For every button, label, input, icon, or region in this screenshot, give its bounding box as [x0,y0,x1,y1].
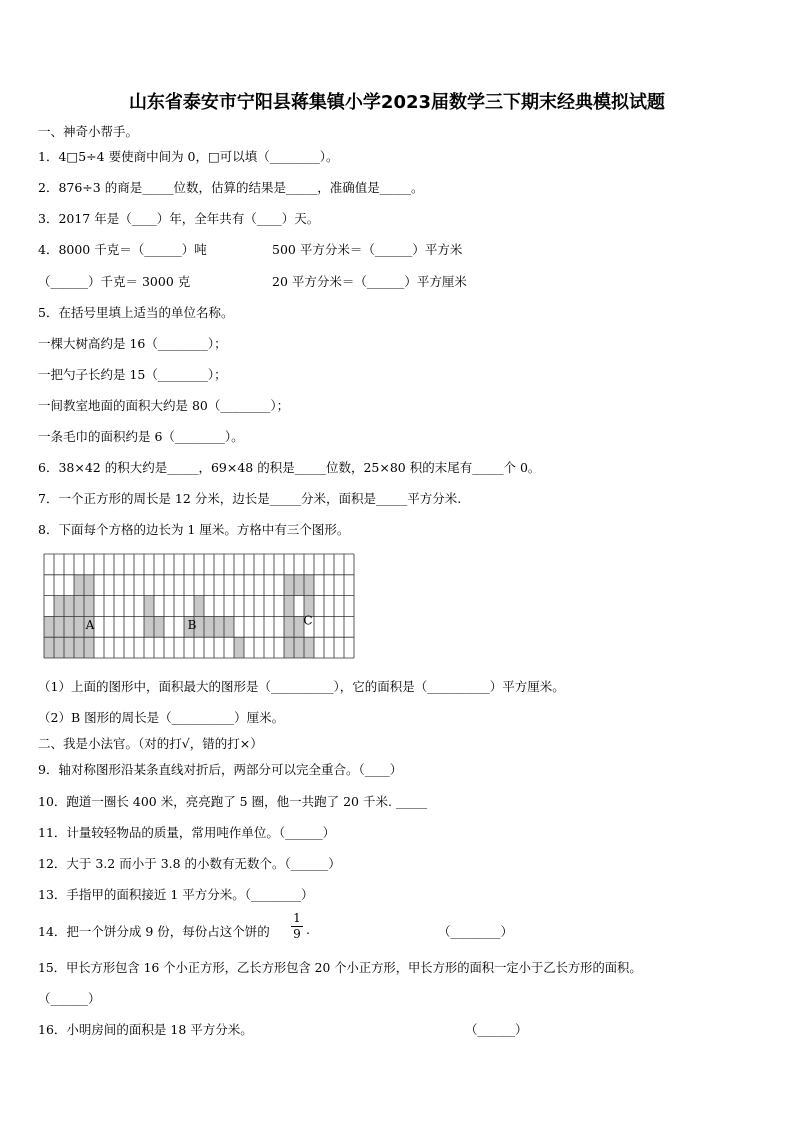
shaded-cell [234,637,244,658]
question-5-item-a: 一棵大树高约是 16（________）； [38,336,227,351]
shaded-cell [284,596,294,617]
question-15-answer-blank: （______） [38,991,101,1006]
shaded-cell [64,616,74,637]
question-4-part-c: （______）千克＝ 3000 克 [38,274,191,289]
shaded-cell [294,575,304,596]
shape-label-b: B [187,617,197,632]
section-heading-1: 一、神奇小帮手。 [38,124,139,139]
shaded-cell [194,596,204,617]
question-4-part-b: 500 平方分米＝（______）平方米 [272,242,463,257]
question-5-item-b: 一把勺子长约是 15（________）； [38,367,227,382]
shaded-cell [224,616,234,637]
shaded-cell [64,596,74,617]
question-3: 3．2017 年是（____）年，全年共有（____）天。 [38,211,320,226]
question-5-item-c: 一间教室地面的面积大约是 80（________）； [38,398,290,413]
shaded-cell [44,637,54,658]
shaded-cell [144,616,154,637]
shaded-cell [54,616,64,637]
question-7: 7．一个正方形的周长是 12 分米，边长是_____分米，面积是_____平方分米. [38,491,462,506]
fraction-one-ninth [291,912,303,941]
shaded-cell [154,616,164,637]
question-2: 2．876÷3 的商是_____位数，估算的结果是_____，准确值是_____。 [38,180,424,195]
question-14-answer-blank: （________） [438,924,514,939]
shaded-cell [144,596,154,617]
question-12: 12．大于 3.2 而小于 3.8 的小数有无数个。（______） [38,856,341,871]
shaded-cell [74,575,84,596]
shape-label-a: A [85,617,95,632]
question-14: 14．把一个饼分成 9 份，每份占这个饼的 [38,924,270,939]
fraction-numerator: 1 [293,911,301,925]
question-5: 5．在括号里填上适当的单位名称。 [38,305,234,320]
shaded-cell [64,637,74,658]
question-10: 10．跑道一圈长 400 米，亮亮跑了 5 圈，他一共跑了 20 千米. _____ [38,794,428,809]
question-9: 9．轴对称图形沿某条直线对折后，两部分可以完全重合。（____） [38,762,403,777]
shaded-cell [214,616,224,637]
shaded-cell [74,637,84,658]
shaded-cell [284,616,294,637]
question-14-period: . [306,922,310,937]
shaded-cell [304,575,314,596]
shaded-cell [284,575,294,596]
question-8-part-1: （1）上面的图形中，面积最大的图形是（__________），它的面积是（__________）平方厘米。 [38,679,565,694]
shaded-cell [284,637,294,658]
shaded-cell [204,616,214,637]
section-heading-2: 二、我是小法官。（对的打√，错的打×） [38,736,263,751]
question-11: 11．计量较轻物品的质量，常用吨作单位。（______） [38,825,336,840]
shaded-cell [74,616,84,637]
shaded-cell [84,596,94,617]
question-6: 6．38×42 的积大约是_____，69×48 的积是_____位数，25×80 积的末尾有_____个 0。 [38,460,541,475]
question-1: 1．4□5÷4 要使商中间为 0，□可以填（________）。 [38,149,339,164]
question-8-part-2: （2）B 图形的周长是（__________）厘米。 [38,710,285,725]
question-15: 15．甲长方形包含 16 个小正方形，乙长方形包含 20 个小正方形，甲长方形的面积一定小于乙长方形的面积。 [38,961,642,975]
question-16: 16．小明房间的面积是 18 平方分米。 [38,1022,253,1037]
shaded-cell [54,596,64,617]
shaded-cell [304,637,314,658]
question-5-item-d: 一条毛巾的面积约是 6（________）。 [38,429,244,444]
shaded-cell [74,596,84,617]
shape-label-c: C [303,613,313,628]
page-title: 山东省泰安市宁阳县蒋集镇小学2023届数学三下期末经典模拟试题 [128,92,666,113]
square-grid-figure [43,553,355,659]
shaded-cell [44,616,54,637]
fraction-denominator: 9 [293,927,301,941]
question-4-part-a: 4．8000 千克＝（______）吨 [38,242,207,257]
question-4-part-d: 20 平方分米＝（______）平方厘米 [272,274,467,289]
shaded-cell [54,637,64,658]
shaded-cell [84,575,94,596]
question-16-answer-blank: （______） [465,1022,528,1037]
shaded-cell [294,637,304,658]
shaded-cell [84,637,94,658]
question-8: 8．下面每个方格的边长为 1 厘米。方格中有三个图形。 [38,522,350,537]
question-13: 13．手指甲的面积接近 1 平方分米。（________） [38,887,314,902]
